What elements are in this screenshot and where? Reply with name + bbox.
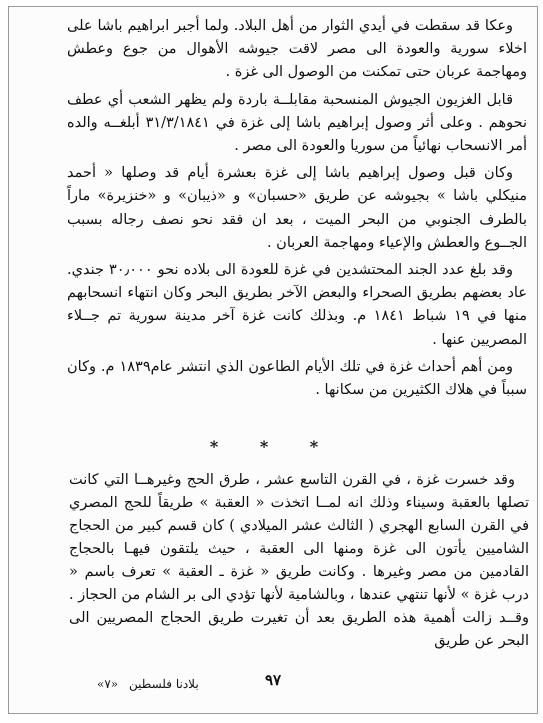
paragraph-6: وقد خسرت غزة ، في القرن التاسع عشر ، طرق الحج وغيرهــا التي كانت تصلها بالعقبة وسيناء وذلك انه لمــا اتخذت « العقبة » طريقاً للحج المصري في القرن السابع الهجري ( الثالث عشر الميلادي ) كان قسم كبير من الحجاج الشاميين يأتون الى غزة ومنها الى العقبة ، حيث يلتقون فيهـا بالحجاج القادمين من مصر وغيرها . وكانت طريق « غزة ـ العقبة » تعرف باسم « درب غزة » لأنها تنتهي عندها ، وبالشامية لأنها تؤدي الى بر الشام من الحجاز . وقــد زالت أهمية هذه الطريق بعد أن تغيرت طريق الحجاج المصريين الى البحر عن طريق (69, 472, 529, 649)
paragraph-4: وقد بلغ عدد الجند المحتشدين في غزة للعودة الى بلاده نحو ٣٠٫٠٠٠ جندي. عاد بعضهم بطريق الصحراء والبعض الآخر بطريق البحر وكان انتهاء انسحابهم منها في ١٩ شباط ١٨٤١ م. وبذلك كانت غزة آخر مدينة سورية تم جــلاء المصريين عنها . (67, 262, 527, 348)
paragraph-3: وكان قبل وصول إبراهيم باشا إلى غزة بعشرة أيام قد وصلها « أحمد منيكلي باشا » بجيوشه عن طريق «حسبان» و «ذيبان» و «خنزيرة» ماراً بالطرف الجنوبي من البحر الميت ، بعد ان فقد نحو نصف رجاله بسبب الجــوع والعطش والإعياء ومهاجمة العربان . (67, 165, 527, 251)
paragraph-2: قابل الغزيون الجيوش المنسحبة مقابلــة باردة ولم يظهر الشعب أي عطف نحوهم . وعلى أثر وصول إبراهيم باشا إلى غزة في ٣١/٣/١٨٤١ أبلغــه والده أمر الانسحاب نهائياً من سوريا والعودة الى مصر . (67, 91, 527, 155)
page-number: ٩٧ (265, 671, 282, 689)
second-text-block (69, 469, 529, 657)
paragraph-1: وعكا قد سقطت في أيدي الثوار من أهل البلاد. ولما أجبر ابراهيم باشا على اخلاء سورية والعودة الى مصر لاقت جيوشه الأهوال من جوع وعطش ومهاجمة عربان حتى تمكنت من الوصول الى غزة . (67, 18, 527, 81)
paragraph-5: ومن أهم أحداث غزة في تلك الأيام الطاعون الذي انتشر عام١٨٣٩ م. وكان سبباً في هلاك الكثيرين من سكانها . (67, 358, 527, 399)
section-divider-asterisks: * * * (209, 437, 337, 456)
page-footer (9, 671, 537, 701)
running-title: بلادنا فلسطين (129, 677, 199, 691)
page-frame (8, 6, 538, 714)
volume-label: «٧» (97, 677, 119, 691)
main-text-block (67, 15, 527, 406)
